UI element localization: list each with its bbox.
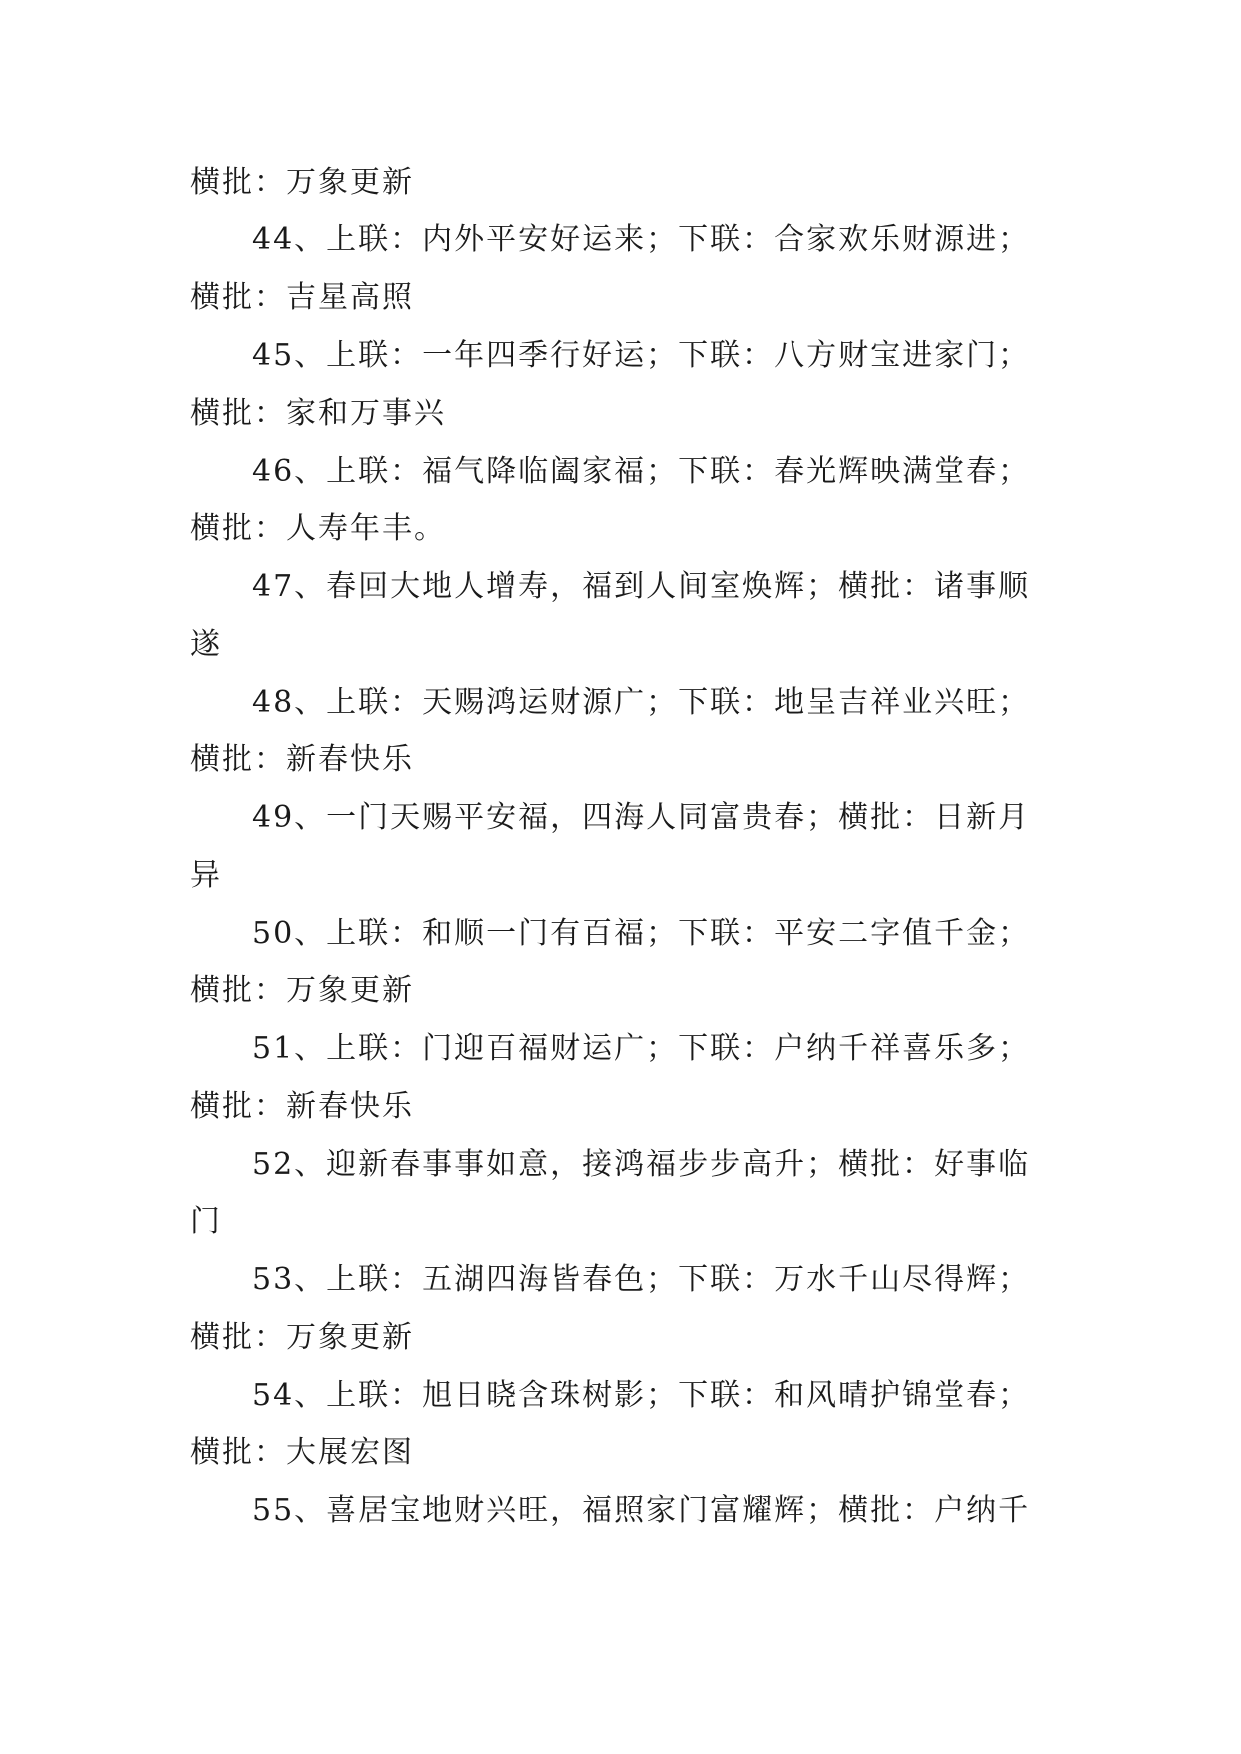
text-line: 横批：新春快乐 bbox=[190, 1089, 414, 1124]
text-line: 45、上联：一年四季行好运；下联：八方财宝进家门； bbox=[252, 338, 1031, 373]
text-line: 52、迎新春事事如意，接鸿福步步高升；横批：好事临 bbox=[252, 1147, 1031, 1182]
text-line: 51、上联：门迎百福财运广；下联：户纳千祥喜乐多； bbox=[252, 1031, 1031, 1066]
text-line: 横批：新春快乐 bbox=[190, 742, 414, 777]
text-line: 49、一门天赐平安福，四海人同富贵春；横批：日新月 bbox=[252, 800, 1031, 835]
text-line: 横批：大展宏图 bbox=[190, 1435, 414, 1470]
text-line: 横批：人寿年丰。 bbox=[190, 511, 446, 546]
text-line: 横批：家和万事兴 bbox=[190, 396, 446, 431]
text-line: 横批：吉星高照 bbox=[190, 280, 414, 315]
text-line: 异 bbox=[190, 858, 222, 893]
text-line: 横批：万象更新 bbox=[190, 165, 414, 200]
text-line: 50、上联：和顺一门有百福；下联：平安二字值千金； bbox=[252, 916, 1031, 951]
text-line: 横批：万象更新 bbox=[190, 1320, 414, 1355]
text-line: 门 bbox=[190, 1204, 222, 1239]
text-line: 53、上联：五湖四海皆春色；下联：万水千山尽得辉； bbox=[252, 1262, 1031, 1297]
text-line: 55、喜居宝地财兴旺，福照家门富耀辉；横批：户纳千 bbox=[252, 1493, 1031, 1528]
text-line: 46、上联：福气降临阖家福；下联：春光辉映满堂春； bbox=[252, 454, 1031, 489]
text-line: 遂 bbox=[190, 627, 222, 662]
text-line: 44、上联：内外平安好运来；下联：合家欢乐财源进； bbox=[252, 222, 1031, 257]
text-line: 54、上联：旭日晓含珠树影；下联：和风晴护锦堂春； bbox=[252, 1378, 1031, 1413]
text-line: 47、春回大地人增寿，福到人间室焕辉；横批：诸事顺 bbox=[252, 569, 1031, 604]
text-line: 48、上联：天赐鸿运财源广；下联：地呈吉祥业兴旺； bbox=[252, 685, 1031, 720]
text-line: 横批：万象更新 bbox=[190, 973, 414, 1008]
